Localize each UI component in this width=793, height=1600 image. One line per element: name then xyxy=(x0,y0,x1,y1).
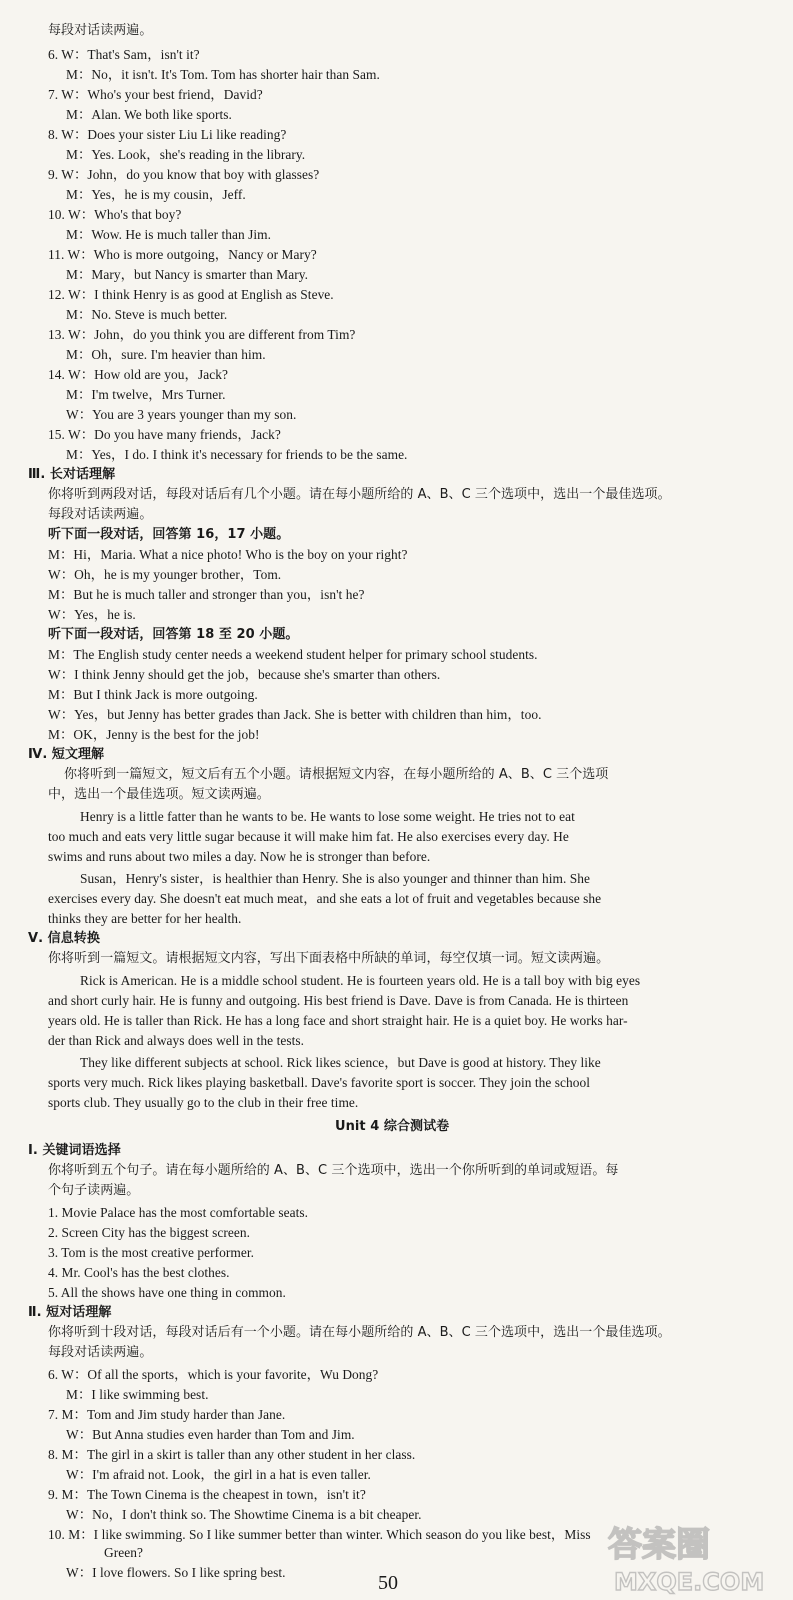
text-line: W：Yes，he is. xyxy=(48,607,136,622)
text-line: M：Wow. He is much taller than Jim. xyxy=(66,227,272,242)
text-line: 你将听到一篇短文。请根据短文内容，写出下面表格中所缺的单词，每空仅填一词。短文读两遍。 xyxy=(48,951,610,966)
text-line: M：Hi，Maria. What a nice photo! Who is the boy on your right? xyxy=(48,547,408,562)
text-line: 7. W：Who's your best friend，David? xyxy=(48,87,263,102)
text-line: M：But he is much taller and stronger than you，isn't he? xyxy=(48,587,365,602)
text-line: sports club. They usually go to the club in their free time. xyxy=(48,1095,359,1110)
section-heading: Ⅰ. 关键词语选择 xyxy=(28,1143,121,1158)
text-line: 12. W：I think Henry is as good at English as Steve. xyxy=(48,287,334,302)
text-line: swims and runs about two miles a day. Now he is stronger than before. xyxy=(48,849,431,864)
text-line: W：Yes，but Jenny has better grades than Jack. She is better with children than him，too. xyxy=(48,707,542,722)
text-line: sports very much. Rick likes playing basketball. Dave's favorite sport is soccer. They join the school xyxy=(48,1075,591,1090)
watermark-text-top: 答案圈 xyxy=(608,1525,710,1565)
text-line: M：Oh，sure. I'm heavier than him. xyxy=(66,347,266,362)
text-line: and short curly hair. He is funny and outgoing. His best friend is Dave. Dave is from Canada. He is thirteen xyxy=(48,993,629,1008)
text-line: 每段对话读两遍。 xyxy=(48,507,153,522)
text-line: W：I'm afraid not. Look，the girl in a hat is even taller. xyxy=(66,1467,371,1482)
text-line: 11. W：Who is more outgoing，Nancy or Mary? xyxy=(48,247,317,262)
text-line: W：No，I don't think so. The Showtime Cinema is a bit cheaper. xyxy=(66,1507,422,1522)
unit-title: Unit 4 综合测试卷 xyxy=(335,1119,450,1134)
text-line: 每段对话读两遍。 xyxy=(48,23,153,38)
text-line: der than Rick and always does well in the tests. xyxy=(48,1033,305,1048)
text-line: 6. W：Of all the sports，which is your favorite，Wu Dong? xyxy=(48,1367,379,1382)
text-line: W：You are 3 years younger than my son. xyxy=(66,407,297,422)
text-line: 5. All the shows have one thing in common. xyxy=(48,1285,286,1300)
text-line: Susan，Henry's sister，is healthier than Henry. She is also younger and thinner than him. She xyxy=(80,871,591,886)
text-line: 9. M：The Town Cinema is the cheapest in town，isn't it? xyxy=(48,1487,366,1502)
section-heading: 听下面一段对话，回答第 16，17 小题。 xyxy=(48,527,290,542)
text-line: 每段对话读两遍。 xyxy=(48,1345,153,1360)
text-line: 1. Movie Palace has the most comfortable seats. xyxy=(48,1205,309,1220)
watermark-logo xyxy=(600,1516,785,1596)
text-line: M：Yes，he is my cousin，Jeff. xyxy=(66,187,246,202)
text-line: 4. Mr. Cool's has the best clothes. xyxy=(48,1265,230,1280)
text-line: 你将听到五个句子。请在每小题所给的 A、B、C 三个选项中，选出一个你所听到的单词或短语。每 xyxy=(48,1163,619,1178)
text-line: W：I think Jenny should get the job，because she's smarter than others. xyxy=(48,667,441,682)
text-line: M：Yes，I do. I think it's necessary for friends to be the same. xyxy=(66,447,408,462)
text-line: 9. W：John，do you know that boy with glasses? xyxy=(48,167,320,182)
text-line: M：OK，Jenny is the best for the job! xyxy=(48,727,260,742)
text-line: 6. W：That's Sam，isn't it? xyxy=(48,47,200,62)
text-line: Green? xyxy=(104,1545,143,1560)
text-line: 中，选出一个最佳选项。短文读两遍。 xyxy=(48,787,270,802)
watermark-text-bottom: MXQE.COM xyxy=(614,1568,765,1596)
text-line: M：I like swimming best. xyxy=(66,1387,209,1402)
text-line: W：But Anna studies even harder than Tom and Jim. xyxy=(66,1427,355,1442)
text-line: 10. W：Who's that boy? xyxy=(48,207,182,222)
text-line: 10. M：I like swimming. So I like summer better than winter. Which season do you like best，Miss xyxy=(48,1527,591,1542)
text-line: M：The English study center needs a weekend student helper for primary school students. xyxy=(48,647,538,662)
text-line: Henry is a little fatter than he wants to be. He wants to lose some weight. He tries not to eat xyxy=(80,809,575,824)
text-line: They like different subjects at school. Rick likes science，but Dave is good at history. They like xyxy=(80,1055,601,1070)
section-heading: 听下面一段对话，回答第 18 至 20 小题。 xyxy=(48,627,299,642)
text-line: W：Oh，he is my younger brother，Tom. xyxy=(48,567,282,582)
text-line: 7. M：Tom and Jim study harder than Jane. xyxy=(48,1407,286,1422)
text-line: M：No，it isn't. It's Tom. Tom has shorter hair than Sam. xyxy=(66,67,380,82)
page-number: 50 xyxy=(378,1572,399,1594)
text-line: Rick is American. He is a middle school student. He is fourteen years old. He is a tall boy with big eyes xyxy=(80,973,641,988)
text-line: M：Mary，but Nancy is smarter than Mary. xyxy=(66,267,309,282)
text-line: 13. W：John，do you think you are different from Tim? xyxy=(48,327,356,342)
section-heading: Ⅱ. 短对话理解 xyxy=(28,1305,112,1320)
text-line: exercises every day. She doesn't eat much meat，and she eats a lot of fruit and vegetables because she xyxy=(48,891,602,906)
text-line: M：No. Steve is much better. xyxy=(66,307,228,322)
text-line: 3. Tom is the most creative performer. xyxy=(48,1245,254,1260)
section-heading: Ⅲ. 长对话理解 xyxy=(28,467,116,482)
text-line: 15. W：Do you have many friends，Jack? xyxy=(48,427,281,442)
text-line: 你将听到一篇短文，短文后有五个小题。请根据短文内容，在每小题所给的 A、B、C 三个选项 xyxy=(64,767,609,782)
text-line: M：I'm twelve，Mrs Turner. xyxy=(66,387,226,402)
text-line: M：Yes. Look，she's reading in the library. xyxy=(66,147,306,162)
text-line: 8. W：Does your sister Liu Li like reading? xyxy=(48,127,287,142)
text-line: 2. Screen City has the biggest screen. xyxy=(48,1225,250,1240)
text-line: 8. M：The girl in a skirt is taller than any other student in her class. xyxy=(48,1447,416,1462)
text-line: too much and eats very little sugar because it will make him fat. He also exercises every day. He xyxy=(48,829,569,844)
text-line: years old. He is taller than Rick. He has a long face and short straight hair. He is a quiet boy. He works har- xyxy=(48,1013,628,1028)
text-line: M：Alan. We both like sports. xyxy=(66,107,232,122)
text-line: M：But I think Jack is more outgoing. xyxy=(48,687,258,702)
text-line: 14. W：How old are you，Jack? xyxy=(48,367,228,382)
section-heading: Ⅴ. 信息转换 xyxy=(28,931,100,946)
text-line: W：I love flowers. So I like spring best. xyxy=(66,1565,286,1580)
section-heading: Ⅳ. 短文理解 xyxy=(28,747,105,762)
text-line: 你将听到十段对话，每段对话后有一个小题。请在每小题所给的 A、B、C 三个选项中，选出一个最佳选项。 xyxy=(48,1325,671,1340)
text-line: 你将听到两段对话，每段对话后有几个小题。请在每小题所给的 A、B、C 三个选项中，选出一个最佳选项。 xyxy=(48,487,671,502)
text-line: thinks they are better for her health. xyxy=(48,911,242,926)
text-line: 个句子读两遍。 xyxy=(48,1183,140,1198)
